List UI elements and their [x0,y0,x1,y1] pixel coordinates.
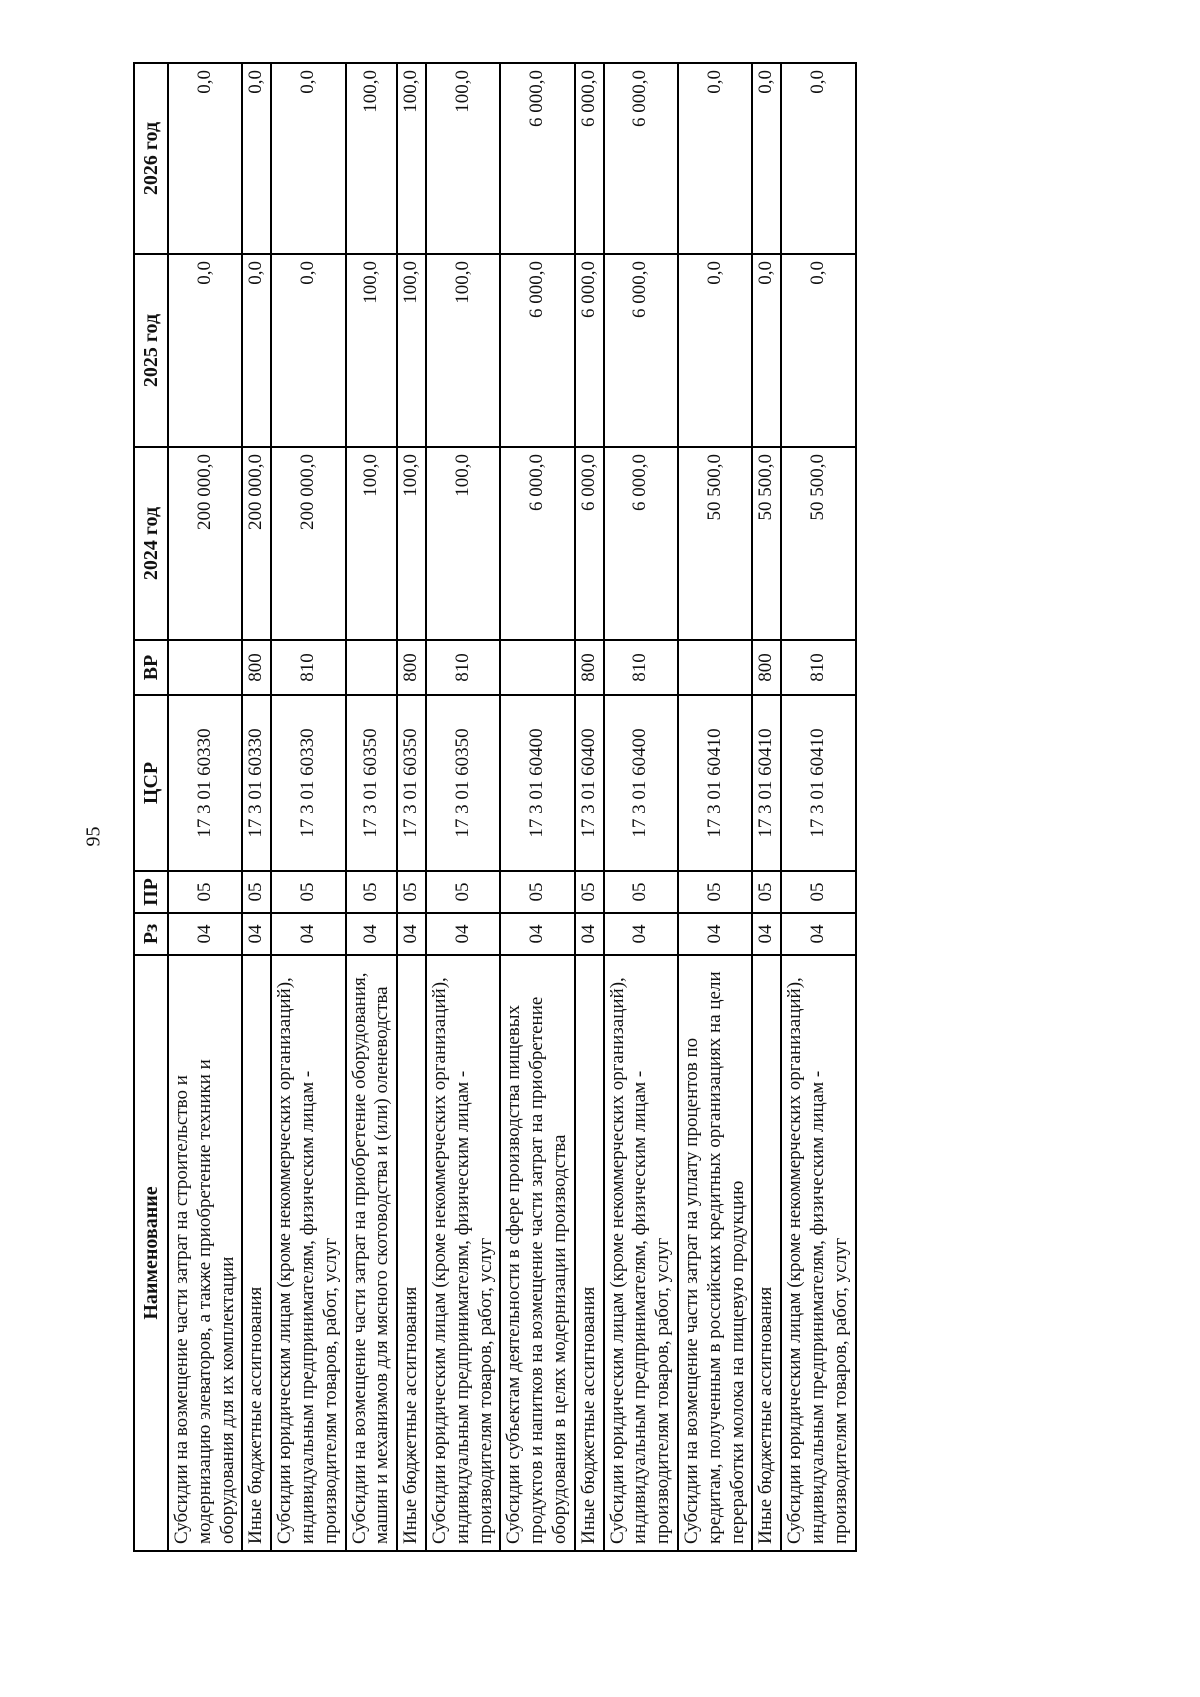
cell-y2024: 50 500,0 [781,447,855,640]
cell-pr: 05 [168,871,242,913]
table-row [575,63,604,1551]
cell-y2025: 100,0 [397,254,426,447]
table-row [168,63,242,1551]
budget-table [133,62,857,1552]
table-row [346,63,398,1551]
cell-name: Иные бюджетные ассигнования [752,955,781,1551]
cell-vr: 810 [604,640,678,695]
cell-rz: 04 [575,913,604,955]
cell-rz: 04 [781,913,855,955]
cell-vr: 800 [242,640,271,695]
cell-vr: 810 [781,640,855,695]
cell-y2024: 200 000,0 [168,447,242,640]
cell-y2025: 6 000,0 [604,254,678,447]
header-2025: 2025 год [134,254,168,447]
cell-y2025: 100,0 [346,254,398,447]
cell-name: Субсидии субъектам деятельности в сфере производства пищевых продуктов и напитков на возмещение части затрат на приобретение оборудования в целях модернизации производства [500,955,574,1551]
cell-vr: 810 [271,640,345,695]
cell-y2024: 200 000,0 [271,447,345,640]
cell-pr: 05 [500,871,574,913]
cell-vr [168,640,242,695]
header-pr: ПР [134,871,168,913]
cell-vr: 810 [426,640,500,695]
cell-y2024: 100,0 [346,447,398,640]
header-vr: ВР [134,640,168,695]
cell-vr: 800 [397,640,426,695]
cell-name: Иные бюджетные ассигнования [397,955,426,1551]
cell-vr [500,640,574,695]
header-csr: ЦСР [134,695,168,871]
cell-y2025: 0,0 [781,254,855,447]
cell-pr: 05 [752,871,781,913]
cell-y2024: 6 000,0 [500,447,574,640]
rotated-table-wrapper [133,64,1013,1552]
cell-rz: 04 [500,913,574,955]
cell-y2024: 200 000,0 [242,447,271,640]
table-row [397,63,426,1551]
cell-rz: 04 [426,913,500,955]
cell-y2025: 0,0 [168,254,242,447]
table-row [781,63,855,1551]
cell-pr: 05 [678,871,752,913]
table-row [678,63,752,1551]
cell-csr: 17 3 01 60350 [346,695,398,871]
cell-name: Субсидии на возмещение части затрат на уплату процентов по кредитам, полученным в российских кредитных организациях на цели переработки молока на пищевую продукцию [678,955,752,1551]
cell-y2024: 100,0 [426,447,500,640]
cell-y2026: 0,0 [678,63,752,254]
table-row [604,63,678,1551]
cell-y2024: 50 500,0 [752,447,781,640]
cell-y2025: 0,0 [752,254,781,447]
cell-y2026: 0,0 [781,63,855,254]
cell-name: Субсидии на возмещение части затрат на строительство и модернизацию элеваторов, а также приобретение техники и оборудования для их комплектации [168,955,242,1551]
cell-y2026: 6 000,0 [604,63,678,254]
cell-y2026: 6 000,0 [575,63,604,254]
table-header-row [134,63,168,1551]
cell-pr: 05 [242,871,271,913]
table-row [752,63,781,1551]
cell-y2026: 6 000,0 [500,63,574,254]
cell-name: Субсидии юридическим лицам (кроме некоммерческих организаций), индивидуальным предпринимателям, физическим лицам - производителям товаров, работ, услуг [271,955,345,1551]
table-row [271,63,345,1551]
cell-csr: 17 3 01 60400 [500,695,574,871]
header-2026: 2026 год [134,63,168,254]
table-row [426,63,500,1551]
cell-y2024: 6 000,0 [575,447,604,640]
cell-name: Иные бюджетные ассигнования [242,955,271,1551]
table-body [168,63,856,1551]
cell-y2026: 100,0 [346,63,398,254]
cell-csr: 17 3 01 60330 [271,695,345,871]
cell-y2025: 0,0 [271,254,345,447]
header-2024: 2024 год [134,447,168,640]
cell-csr: 17 3 01 60400 [575,695,604,871]
cell-pr: 05 [271,871,345,913]
cell-csr: 17 3 01 60410 [752,695,781,871]
cell-csr: 17 3 01 60410 [678,695,752,871]
table-row [242,63,271,1551]
cell-csr: 17 3 01 60330 [168,695,242,871]
cell-rz: 04 [397,913,426,955]
cell-pr: 05 [781,871,855,913]
cell-rz: 04 [604,913,678,955]
cell-rz: 04 [271,913,345,955]
cell-y2026: 100,0 [397,63,426,254]
page-number: 95 [82,826,105,847]
cell-pr: 05 [575,871,604,913]
cell-pr: 05 [426,871,500,913]
cell-rz: 04 [752,913,781,955]
cell-name: Субсидии юридическим лицам (кроме некоммерческих организаций), индивидуальным предпринимателям, физическим лицам - производителям товаров, работ, услуг [604,955,678,1551]
cell-csr: 17 3 01 60350 [397,695,426,871]
cell-name: Субсидии юридическим лицам (кроме некоммерческих организаций), индивидуальным предпринимателям, физическим лицам - производителям товаров, работ, услуг [426,955,500,1551]
cell-y2025: 0,0 [678,254,752,447]
cell-rz: 04 [168,913,242,955]
cell-y2025: 6 000,0 [500,254,574,447]
cell-y2025: 100,0 [426,254,500,447]
cell-pr: 05 [604,871,678,913]
table-row [500,63,574,1551]
cell-y2025: 0,0 [242,254,271,447]
cell-rz: 04 [678,913,752,955]
cell-pr: 05 [397,871,426,913]
cell-vr [678,640,752,695]
cell-vr: 800 [575,640,604,695]
cell-csr: 17 3 01 60410 [781,695,855,871]
cell-y2024: 50 500,0 [678,447,752,640]
cell-y2024: 6 000,0 [604,447,678,640]
cell-csr: 17 3 01 60330 [242,695,271,871]
cell-name: Субсидии на возмещение части затрат на приобретение оборудования, машин и механизмов для мясного скотоводства и (или) оленеводства [346,955,398,1551]
cell-csr: 17 3 01 60350 [426,695,500,871]
cell-y2024: 100,0 [397,447,426,640]
header-rz: Рз [134,913,168,955]
header-name: Наименование [134,955,168,1551]
cell-y2026: 100,0 [426,63,500,254]
cell-name: Иные бюджетные ассигнования [575,955,604,1551]
cell-name: Субсидии юридическим лицам (кроме некоммерческих организаций), индивидуальным предпринимателям, физическим лицам - производителям товаров, работ, услуг [781,955,855,1551]
cell-y2025: 6 000,0 [575,254,604,447]
cell-rz: 04 [242,913,271,955]
cell-csr: 17 3 01 60400 [604,695,678,871]
cell-vr [346,640,398,695]
cell-y2026: 0,0 [168,63,242,254]
cell-rz: 04 [346,913,398,955]
cell-y2026: 0,0 [271,63,345,254]
cell-y2026: 0,0 [752,63,781,254]
cell-pr: 05 [346,871,398,913]
cell-vr: 800 [752,640,781,695]
cell-y2026: 0,0 [242,63,271,254]
